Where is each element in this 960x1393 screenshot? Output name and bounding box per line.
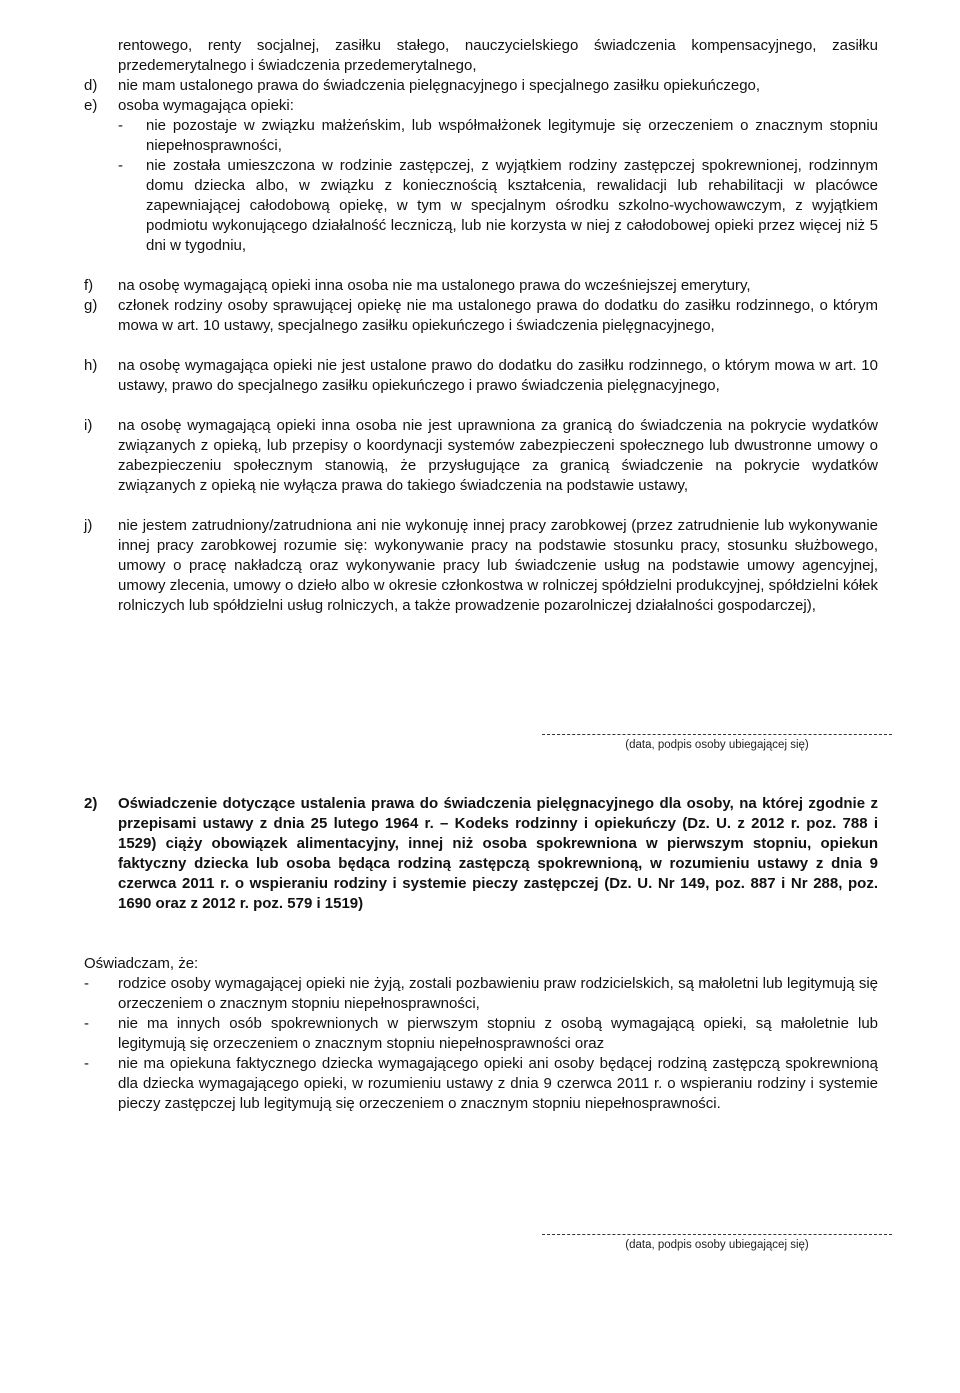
item-label: h) <box>84 357 98 374</box>
item-text: nie mam ustalonego prawa do świadczenia pielęgnacyjnego i specjalnego zasiłku opiekuńczego, <box>118 77 761 94</box>
section-number: 2) <box>84 795 98 812</box>
signature-caption: (data, podpis osoby ubiegającej się) <box>625 739 809 751</box>
signature-dots <box>542 734 892 735</box>
dash: - <box>118 117 123 134</box>
item-text: na osobę wymagająca opieki nie jest ustalone prawo do dodatku do zasiłku rodzinnego, o którym mowa w art. 10 ustawy, prawo do specjalnego zasiłku opiekuńczego i prawo świadczenia pielęgnacyjnego, <box>118 357 878 394</box>
declaration-item-text: nie ma innych osób spokrewnionych w pierwszym stopniu z osobą wymagającą opieki, są małoletnie lub legitymują się orzeczeniem o znacznym stopniu niepełnosprawności oraz <box>118 1015 878 1052</box>
sub-item-1 <box>118 116 878 156</box>
list-item-j <box>84 516 878 616</box>
item-label: g) <box>84 297 98 314</box>
section-heading-text: Oświadczenie dotyczące ustalenia prawa do świadczenia pielęgnacyjnego dla osoby, na której zgodnie z przepisami ustawy z dnia 25 lutego 1964 r. – Kodeks rodzinny i opiekuńczy (Dz. U. z 2012 r. poz. 788 i 1529) ciąży obowiązek alimentacyjny, innej niż osoba spokrewniona w pierwszym stopniu, opiekun faktyczny dziecka lub osoba będąca rodziną zastępczą spokrewnioną, w rozumieniu ustawy z dnia 9 czerwca 2011 r. o wspieraniu rodziny i systemie pieczy zastępczej (Dz. U. Nr 149, poz. 887 i Nr 288, poz. 1690 oraz z 2012 r. poz. 579 i 1519) <box>118 795 878 912</box>
item-text: osoba wymagająca opieki: <box>118 97 294 114</box>
dash: - <box>84 1055 89 1072</box>
declaration-item-text: nie ma opiekuna faktycznego dziecka wymagającego opieki ani osoby będącej rodziną zastępczą spokrewnioną dla dziecka wymagającego opieki, w rozumieniu ustawy z dnia 9 czerwca 2011 r. o wspieraniu rodziny i systemie pieczy zastępczej lub legitymują się orzeczeniem o znacznym stopniu niepełnosprawności. <box>118 1055 878 1112</box>
list-item-d <box>84 76 878 96</box>
list-item-e <box>84 96 878 116</box>
signature-line-2 <box>542 1234 892 1251</box>
declaration-intro: Oświadczam, że: <box>84 955 199 972</box>
continuation-text: rentowego, renty socjalnej, zasiłku stałego, nauczycielskiego świadczenia kompensacyjnego, zasiłku przedemerytalnego i świadczenia przedemerytalnego, <box>118 37 878 74</box>
list-item-f <box>84 276 878 296</box>
declaration-item-1 <box>84 974 878 1014</box>
signature-line-1 <box>542 734 892 751</box>
list-item-i <box>84 416 878 496</box>
signature-caption: (data, podpis osoby ubiegającej się) <box>625 1239 809 1251</box>
dash: - <box>118 157 123 174</box>
item-text: nie jestem zatrudniony/zatrudniona ani nie wykonuję innej pracy zarobkowej (przez zatrudnienie lub wykonywanie innej pracy zarobkowej rozumie się: wykonywanie pracy na podstawie stosunku pracy, stosunku służbowego, umowy o pracę nakładczą oraz wykonywanie pracy lub świadczenie usług na podstawie umowy agencyjnej, umowy zlecenia, umowy o dzieło albo w okresie członkostwa w rolniczej spółdzielni produkcyjnej, spółdzielni kółek rolniczych lub spółdzielni usług rolniczych, a także prowadzenie pozarolniczej działalności gospodarczej), <box>118 517 878 614</box>
list-item-h <box>84 356 878 396</box>
sub-item-2 <box>118 156 878 256</box>
item-text: członek rodziny osoby sprawującej opiekę nie ma ustalonego prawa do dodatku do zasiłku rodzinnego, o którym mowa w art. 10 ustawy, specjalnego zasiłku opiekuńczego i świadczenia pielęgnacyjnego, <box>118 297 878 334</box>
sub-item-text: nie została umieszczona w rodzinie zastępczej, z wyjątkiem rodziny zastępczej spokrewnionej, rodzinnym domu dziecka albo, w związku z koniecznością kształcenia, rewalidacji lub rehabilitacji w placówce zapewniającej całodobową opiekę, w tym w specjalnym ośrodku szkolno-wychowawczym, z wyjątkiem podmiotu wykonującego działalność leczniczą, lub nie korzysta w niej z całodobowej opieki przez więcej niż 5 dni w tygodniu, <box>146 157 878 254</box>
item-label: j) <box>84 517 93 534</box>
item-label: f) <box>84 277 94 294</box>
declaration-item-text: rodzice osoby wymagającej opieki nie żyją, zostali pozbawieniu praw rodzicielskich, są małoletni lub legitymują się orzeczeniem o znacznym stopniu niepełnosprawności, <box>118 975 878 1012</box>
sub-item-text: nie pozostaje w związku małżeńskim, lub współmałżonek legitymuje się orzeczeniem o znacznym stopniu niepełnosprawności, <box>146 117 878 154</box>
list-item-g <box>84 296 878 336</box>
declaration-item-3 <box>84 1054 878 1114</box>
item-label: d) <box>84 77 98 94</box>
item-text: na osobę wymagającą opieki inna osoba nie jest uprawniona za granicą do świadczenia na pokrycie wydatków związanych z opieką, lub przepisy o koordynacji systemów zabezpieczeni społecznego lub dwustronne umowy o zabezpieczeniu społecznym stanowią, że przysługujące za granicą świadczenie na pokrycie wydatków związanych z opieką nie wyłącza prawa do takiego świadczenia na podstawie ustawy, <box>118 417 878 494</box>
item-label: e) <box>84 97 98 114</box>
signature-dots <box>542 1234 892 1235</box>
item-text: na osobę wymagającą opieki inna osoba nie ma ustalonego prawa do wcześniejszej emerytury, <box>118 277 751 294</box>
dash: - <box>84 1015 89 1032</box>
item-label: i) <box>84 417 93 434</box>
declaration-item-2 <box>84 1014 878 1054</box>
section-2-heading <box>84 794 878 914</box>
dash: - <box>84 975 89 992</box>
